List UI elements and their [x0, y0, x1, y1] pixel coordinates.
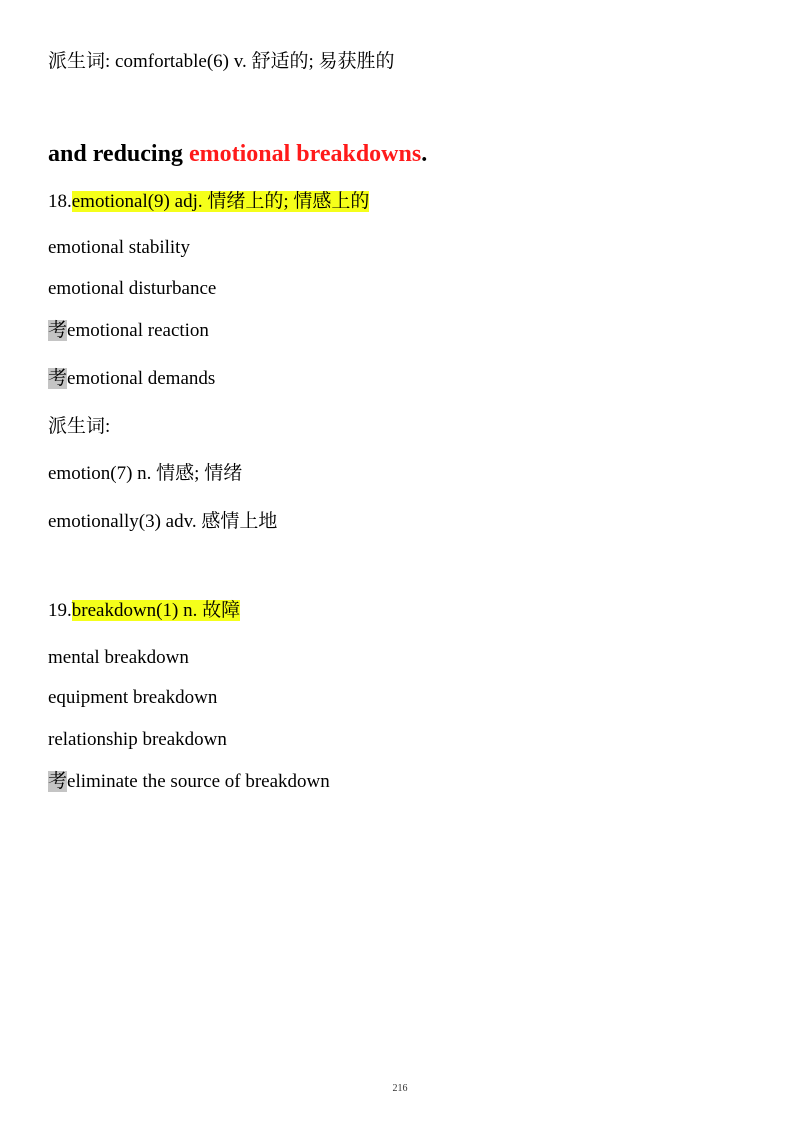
phrase-text: relationship breakdown: [48, 729, 227, 750]
phrase-text: mental breakdown: [48, 647, 189, 668]
phrase-text: eliminate the source of breakdown: [67, 771, 330, 792]
phrase-text: emotional stability: [48, 237, 190, 258]
heading-emphasis: emotional breakdowns: [188, 141, 422, 167]
phrase-line: [48, 770, 330, 794]
phrase-text: emotional reaction: [67, 320, 209, 341]
entry-number: 18.: [48, 191, 72, 212]
entry-18-headword-line: [48, 190, 369, 214]
derivative-line-comfortable: 派生词: comfortable(6) v. 舒适的; 易获胜的: [48, 51, 395, 72]
phrase-line: [48, 646, 189, 670]
phrase-text: emotional demands: [67, 368, 216, 389]
exam-tag: 考: [48, 320, 68, 341]
phrase-text: emotional disturbance: [48, 278, 217, 299]
heading-suffix: .: [421, 141, 428, 167]
phrase-line: [48, 277, 216, 301]
page-number: 216: [392, 1083, 408, 1094]
phrase-line: [48, 236, 190, 260]
phrase-line: [48, 367, 215, 391]
phrase-line: [48, 686, 217, 710]
highlighted-headword: emotional(9) adj. 情绪上的; 情感上的: [71, 191, 370, 212]
highlighted-headword: breakdown(1) n. 故障: [71, 600, 241, 621]
phrase-line: [48, 728, 227, 752]
exam-tag: 考: [48, 771, 68, 792]
phrase-text: equipment breakdown: [48, 687, 218, 708]
phrase-line: [48, 319, 209, 343]
entry-19-headword-line: [48, 599, 240, 623]
sentence-heading: [48, 139, 427, 169]
entry-number: 19.: [48, 600, 72, 621]
derivative-item: emotionally(3) adv. 感情上地: [48, 511, 278, 532]
exam-tag: 考: [48, 368, 68, 389]
heading-prefix: and reducing: [48, 141, 189, 167]
derivative-item: emotion(7) n. 情感; 情绪: [48, 463, 243, 484]
derivatives-label: 派生词:: [48, 416, 111, 437]
